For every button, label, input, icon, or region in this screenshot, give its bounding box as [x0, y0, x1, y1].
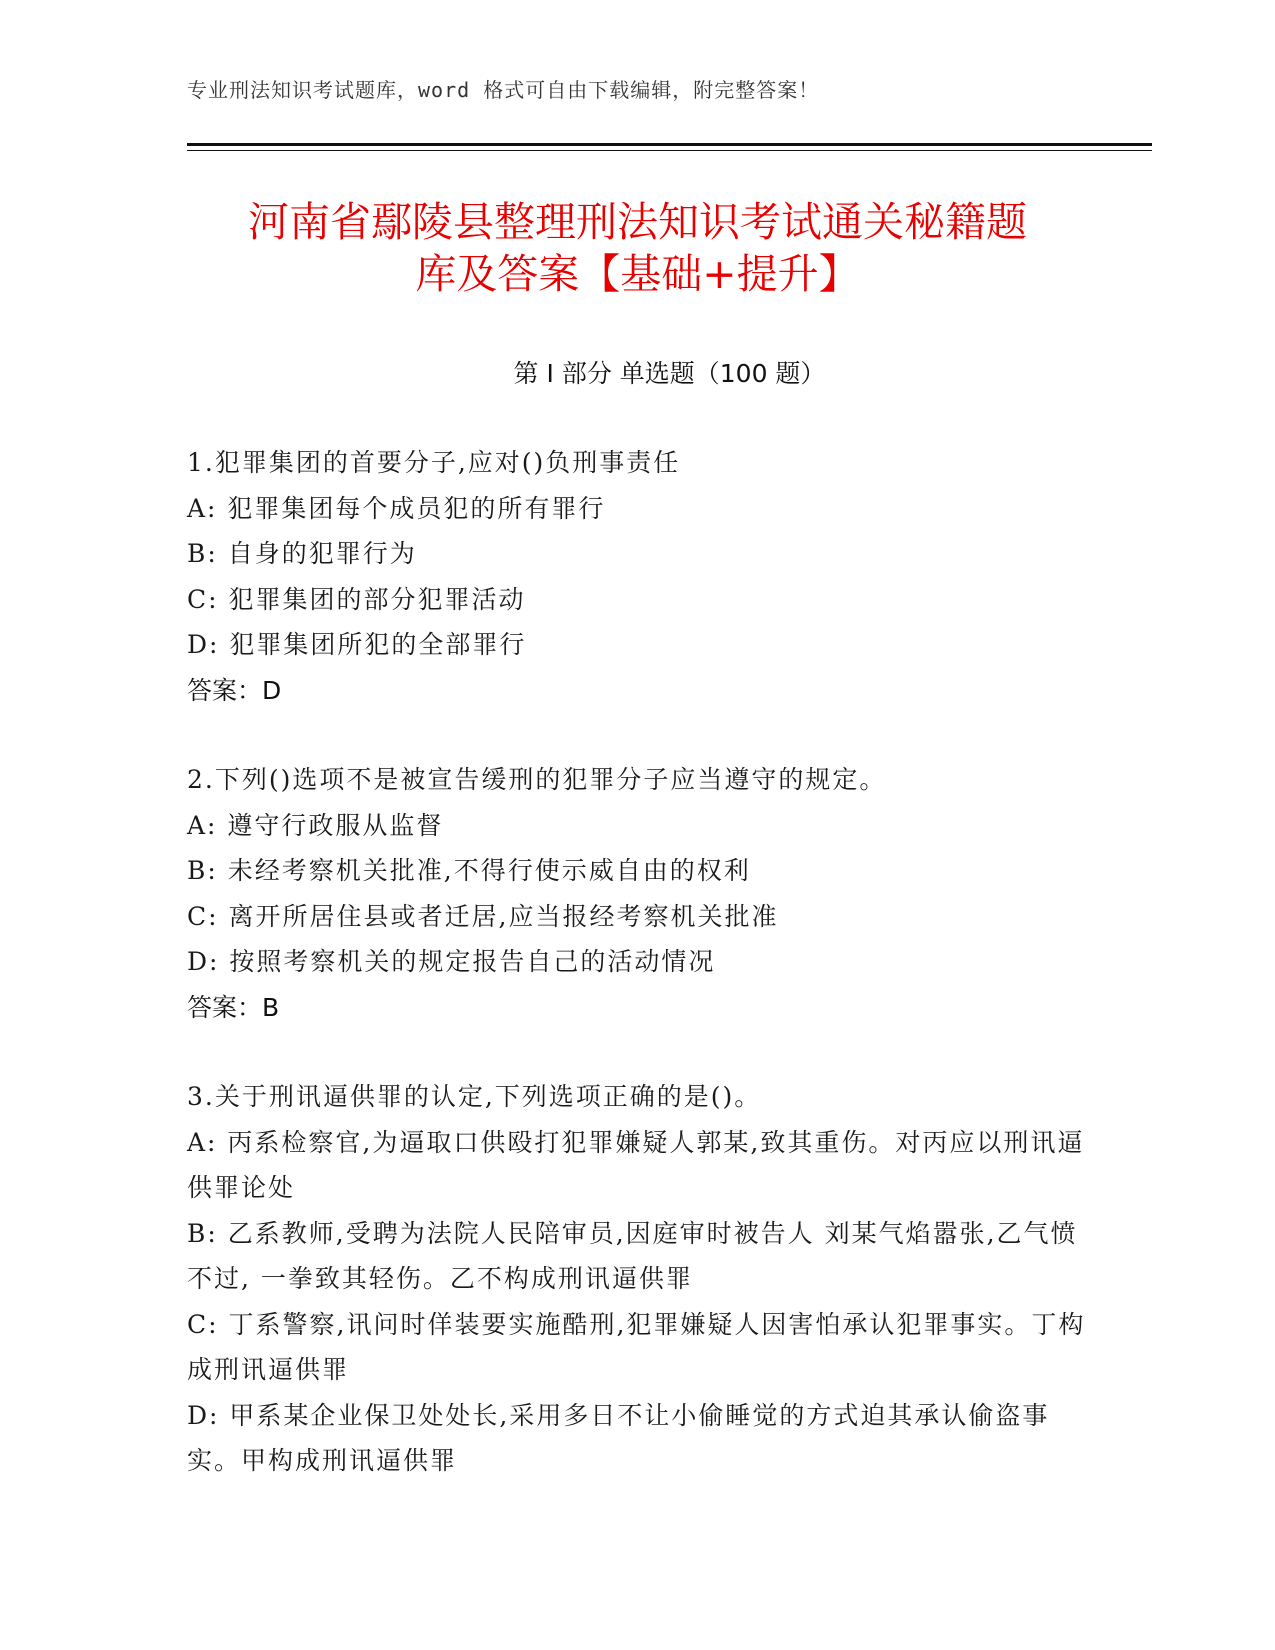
section-title: 第 I 部分 单选题（100 题）: [513, 359, 826, 388]
option-b: B: 自身的犯罪行为: [187, 539, 417, 568]
option-c: C: 离开所居住县或者迁居,应当报经考察机关批准: [187, 901, 779, 931]
option-d: D: 犯罪集团所犯的全部罪行: [187, 630, 527, 659]
option-a: A: 丙系检察官,为逼取口供殴打犯罪嫌疑人郭某,致其重伤。对丙应以刑讯逼供罪论处: [187, 1127, 1085, 1202]
header-rule-thin: [187, 150, 1152, 151]
answer: 答案：D: [187, 675, 282, 705]
question-stem: 2.下列()选项不是被宣告缓刑的犯罪分子应当遵守的规定。: [187, 765, 887, 794]
document-title-line-1: 河南省鄢陵县整理刑法知识考试通关秘籍题: [248, 198, 1027, 246]
option-b: B: 未经考察机关批准,不得行使示威自由的权利: [187, 856, 751, 885]
option-b: B: 乙系教师,受聘为法院人民陪审员,因庭审时被告人 刘某气焰嚣张,乙气愤不过, 一拳致其轻伤。乙不构成刑讯逼供罪: [187, 1218, 1078, 1293]
document-title: [150, 196, 1125, 300]
header-rule-thick: [187, 143, 1152, 146]
option-d: D: 按照考察机关的规定报告自己的活动情况: [187, 947, 716, 976]
question-2: [187, 757, 1087, 1030]
option-a: A: 犯罪集团每个成员犯的所有罪行: [187, 493, 606, 523]
question-3: [187, 1074, 1087, 1484]
option-a: A: 遵守行政服从监督: [187, 810, 444, 840]
option-d: D: 甲系某企业保卫处处长,采用多日不让小偷睡觉的方式迫其承认偷盗事实。甲构成刑讯逼供罪: [187, 1400, 1050, 1475]
question-1: [187, 440, 1087, 713]
option-c: C: 犯罪集团的部分犯罪活动: [187, 584, 526, 614]
answer: 答案：B: [187, 992, 280, 1022]
question-list: [187, 440, 1087, 1528]
header-note: 专业刑法知识考试题库，word 格式可自由下载编辑，附完整答案！: [187, 78, 820, 102]
question-stem: 3.关于刑讯逼供罪的认定,下列选项正确的是()。: [187, 1082, 762, 1111]
document-title-line-2: 库及答案【基础+提升】: [415, 250, 860, 298]
option-c: C: 丁系警察,讯问时佯装要实施酷刑,犯罪嫌疑人因害怕承认犯罪事实。丁构成刑讯逼供罪: [187, 1309, 1086, 1384]
question-stem: 1.犯罪集团的首要分子,应对()负刑事责任: [187, 448, 681, 477]
